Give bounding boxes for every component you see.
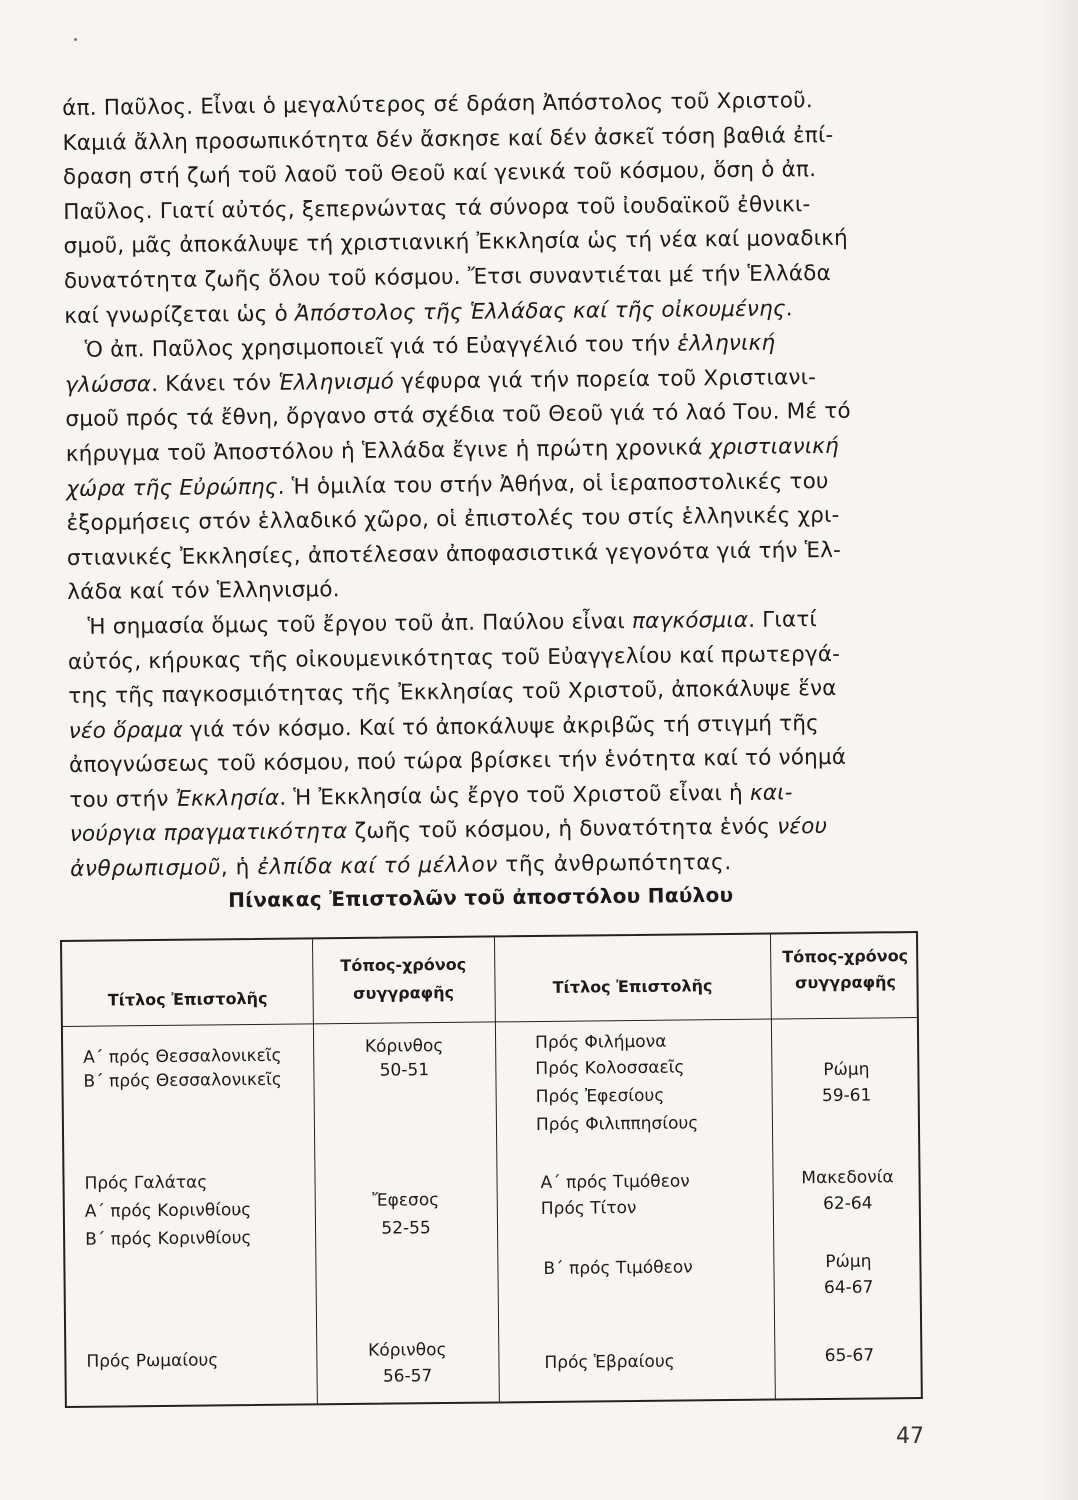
body-text [62,83,920,888]
writing-years: 50-51 [379,1060,430,1081]
table-divider [494,937,500,1401]
italic-phrase: χριστιανική [709,433,840,461]
table-divider [312,939,318,1403]
writing-place: Ρώμη [823,1059,870,1081]
text-line: σμοῦ, μᾶς ἀποκάλυψε τή χριστιανική Ἐκκλησία ὡς τή νέα καί μοναδική [63,226,848,260]
epistle-title: Β΄ πρός Θεσσαλονικεῖς [83,1069,282,1092]
italic-phrase: ἑλληνική [677,330,776,357]
italic-phrase: νέο ὅραμα [68,717,184,744]
text-line: δυνατότητα ζωῆς ὅλου τοῦ κόσμου. Ἔτσι συναντιέται μέ τήν Ἑλλάδα [63,260,832,294]
header-place-right-l1: Τόπος-χρόνος [782,946,909,967]
text-run: Ἡ σημασία ὅμως τοῦ ἔργου τοῦ ἀπ. Παύλου εἶναι [87,608,633,640]
epistle-title: Πρός Ἑβραίους [544,1351,675,1373]
writing-place: Μακεδονία [801,1167,894,1189]
writing-place: Ρώμη [825,1251,872,1273]
epistle-title: Α΄ πρός Κορινθίους [84,1200,252,1222]
epistle-title: Β΄ πρός Τιμόθεον [543,1257,693,1279]
text-run: ζωῆς τοῦ κόσμου, ἡ δυνατότητα ἑνός [347,815,778,845]
epistle-title: Πρός Τίτον [540,1197,637,1219]
text-run: . Ἡ Ἐκκλησία ὡς ἔργο τοῦ Χριστοῦ εἶναι ἡ [279,780,751,811]
text-line: δραση στή ζωή τοῦ λαοῦ τοῦ Θεοῦ καί γενικά τοῦ κόσμου, ὅση ὁ ἀπ. [62,157,817,191]
writing-years: 59-61 [821,1085,872,1107]
writing-place: Κόρινθος [368,1339,447,1361]
text-run: κήρυγμα τοῦ Ἀποστόλου ἡ Ἑλλάδα ἔγινε ἡ πρώτη χρονικά [65,435,710,467]
text-run: . Ἡ ὁμιλία του στήν Ἀθήνα, οἱ ἱεραποστολικές του [277,468,829,500]
italic-phrase: ἀνθρωπισμοῦ [70,855,221,883]
epistles-table [60,931,923,1408]
text-run: γιά τόν κόσμο. Καί τό ἀποκάλυψε ἀκριβῶς τή στιγμή τῆς [182,710,820,743]
text-run: . Κάνει τόν [151,370,279,397]
text-line: ἀπογνώσεως τοῦ κόσμου, πού τώρα βρίσκει τήν ἑνότητα καί τό νόημά [68,745,847,779]
italic-phrase: Ἐκκλησία [175,785,280,812]
italic-phrase: παγκόσμια [631,607,749,634]
writing-place: Ἔφεσος [372,1190,440,1211]
text-run: του στήν [69,786,176,813]
epistle-title: Α΄ πρός Θεσσαλονικεῖς [83,1045,282,1068]
text-line: ἐξορμήσεις στόν ἑλλαδικό χῶρο, οἱ ἐπιστολές του στίς ἑλληνικές χρι- [66,503,840,537]
writing-place: Κόρινθος [364,1035,444,1057]
italic-phrase: χώρα τῆς Εὐρώπης [66,474,278,502]
writing-years: 64-67 [823,1277,874,1299]
text-run: . Γιατί [748,607,818,633]
epistle-title: Πρός Ρωμαίους [86,1350,219,1372]
text-run: τῆς ἀνθρωπότητας. [497,850,732,878]
italic-phrase: και- [749,780,793,806]
text-run: Ὁ ἀπ. Παῦλος χρησιμοποιεῖ γιά τό Εὐαγγέλιό του τήν [84,331,678,363]
epistle-title: Α΄ πρός Τιμόθεον [540,1171,690,1193]
text-line: λάδα καί τόν Ἑλληνισμό. [67,577,340,606]
text-line: Καμιά ἄλλη προσωπικότητα δέν ἄσκησε καί δέν ἀσκεῖ τόση βαθιά ἐπί- [62,122,834,156]
text-line: της τῆς παγκοσμιότητας τῆς Ἐκκλησίας τοῦ Χριστοῦ, ἀποκάλυψε ἕνα [68,676,837,710]
epistle-title: Β΄ πρός Κορινθίους [85,1228,252,1250]
text-run: καί γνωρίζεται ὡς ὁ [64,301,296,329]
scan-speck [74,38,77,41]
epistle-title: Πρός Γαλάτας [84,1172,208,1194]
header-title-left: Τίτλος Ἐπιστολῆς [107,988,268,1010]
text-run: γέφυρα γιά τήν πορεία τοῦ Χριστιανι- [393,364,817,395]
header-title-right: Τίτλος Ἐπιστολῆς [552,976,713,997]
header-place-left-l1: Τόπος-χρόνος [340,954,467,976]
italic-phrase: νέου [777,814,828,841]
italic-phrase: νούργια πραγματικότητα [69,819,348,848]
text-line: σμοῦ πρός τά ἔθνη, ὄργανο στά σχέδια τοῦ Θεοῦ γιά τό λαό Του. Μέ τό [65,399,851,433]
text-run: , ἡ [220,855,258,881]
text-line: άπ. Παῦλος. Εἶναι ὁ μεγαλύτερος σέ δράση Ἀπόστολος τοῦ Χριστοῦ. [62,88,813,121]
epistle-title: Πρός Κολοσσαεῖς [535,1057,685,1080]
header-place-right-l2: συγγραφῆς [794,972,897,993]
page-number: 47 [896,1424,924,1449]
table-header-divider [63,1017,917,1027]
writing-years: 62-64 [822,1193,873,1215]
text-line: Παῦλος. Γιατί αὐτός, ξεπερνώντας τά σύνορα τοῦ ἰουδαϊκοῦ ἐθνικι- [63,191,811,225]
writing-years: 56-57 [382,1366,433,1387]
table-border [60,931,923,1408]
epistle-title: Πρός Ἐφεσίους [535,1085,665,1108]
italic-phrase: ἐλπίδα καί τό μέλλον [257,852,499,881]
writing-years: 52-55 [381,1218,431,1239]
text-line: στιανικές Ἐκκλησίες, ἀποτέλεσαν ἀποφασιστικά γεγονότα γιά τήν Ἑλ- [66,537,842,571]
text-run: . [785,295,793,321]
header-place-left-l2: συγγραφῆς [353,982,455,1003]
italic-phrase: γλώσσα [64,371,152,398]
page-edge-shadow [1038,0,1078,1500]
italic-phrase: Ἑλληνισμό [278,369,395,396]
epistle-title: Πρός Φιλιππησίους [535,1113,699,1136]
text-line: αὐτός, κήρυκας τῆς οἰκουμενικότητας τοῦ Εὐαγγελίου καί πρωτεργά- [67,641,841,675]
writing-years: 65-67 [824,1345,875,1367]
table-title: Πίνακας Ἐπιστολῶν τοῦ ἀποστόλου Παύλου [228,882,734,912]
italic-phrase: Ἀπόστολος τῆς Ἑλλάδας καί τῆς οἰκουμένης [294,295,786,327]
epistle-title: Πρός Φιλήμονα [535,1031,667,1054]
